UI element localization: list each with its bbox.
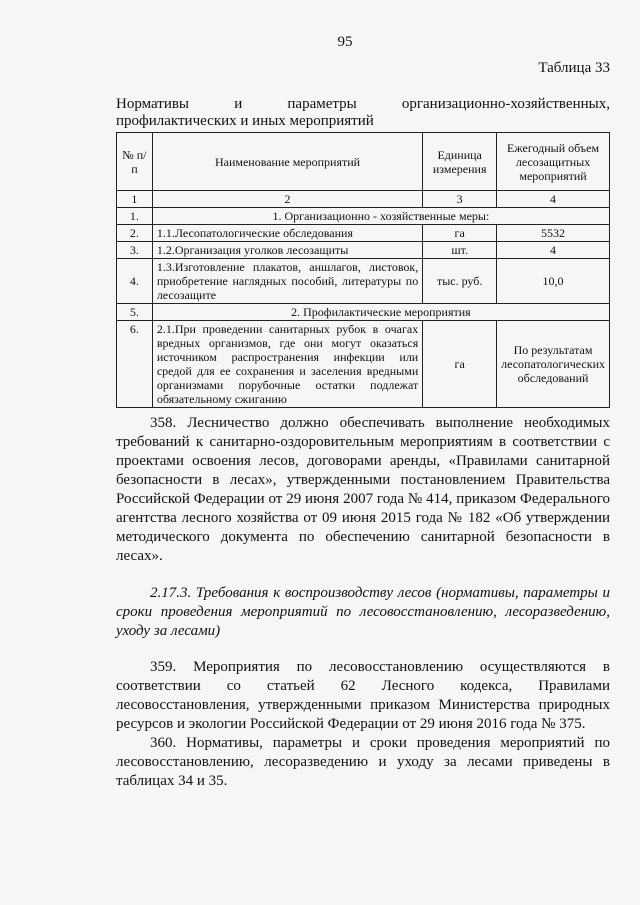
col-number: 3 — [423, 191, 497, 208]
row-value: 4 — [497, 242, 610, 259]
table-title-line2: профилактических и иных мероприятий — [116, 113, 374, 129]
paragraph-359: 359. Мероприятия по лесовосстановлению осуществляются в соответствии со статьей 62 Лесного кодекса, Правилами лесовосстановления, утвержденными приказом Министерства природных ресурсов и экологии Российской Федерации от 29 июня 2016 года № 375. — [116, 659, 610, 732]
table-title — [116, 96, 610, 130]
row-unit: шт. — [423, 242, 497, 259]
row-num: 1. — [117, 208, 153, 225]
row-num: 3. — [117, 242, 153, 259]
section-title: 2. Профилактические мероприятия — [152, 304, 609, 321]
header-volume: Ежегодный объем лесозащитных мероприятий — [497, 133, 610, 191]
table-row — [117, 225, 610, 242]
title-word: и — [234, 96, 243, 112]
table-row — [117, 321, 610, 408]
row-name: 1.2.Организация уголков лесозащиты — [152, 242, 422, 259]
table-row — [117, 208, 610, 225]
section-title: 1. Организационно - хозяйственные меры: — [152, 208, 609, 225]
header-unit: Единица измерения — [423, 133, 497, 191]
header-num: № п/п — [117, 133, 153, 191]
row-unit: тыс. руб. — [423, 259, 497, 304]
row-name: 2.1.При проведении санитарных рубок в очагах вредных организмов, где они могут оказаться источником распространения инфекции или средой для ее сохранения и заселения вредными организмами порубочные остатки подлежат обязательному сжиганию — [152, 321, 422, 408]
row-name: 1.3.Изготовление плакатов, аншлагов, листовок, приобретение наглядных пособий, литературы по лесозащите — [152, 259, 422, 304]
table-title-line1 — [116, 96, 610, 113]
row-num: 5. — [117, 304, 153, 321]
page-number: 95 — [337, 34, 353, 50]
row-name: 1.1.Лесопатологические обследования — [152, 225, 422, 242]
title-word: Нормативы — [116, 96, 190, 112]
section-heading-2-17-3: 2.17.3. Требования к воспроизводству лесов (нормативы, параметры и сроки проведения мероприятий по лесовосстановлению, лесоразведению, уходу за лесами) — [116, 585, 610, 639]
table-row — [117, 304, 610, 321]
norms-table — [116, 132, 610, 408]
row-value: 5532 — [497, 225, 610, 242]
col-number: 1 — [117, 191, 153, 208]
paragraph-358: 358. Лесничество должно обеспечивать выполнение необходимых требований к санитарно-оздоровительным мероприятиям в соответствии с проектами освоения лесов, договорами аренды, «Правилами санитарной безопасности в лесах», утвержденными постановлением Правительства Российской Федерации от 29 июня 2007 года № 414, приказом Федерального агентства лесного хозяйства от 09 июня 2015 года № 182 «Об утверждении методического документа по обеспечению санитарной безопасности в лесах». — [116, 415, 610, 564]
row-unit: га — [423, 225, 497, 242]
title-word: параметры — [287, 96, 357, 112]
header-name: Наименование мероприятий — [152, 133, 422, 191]
row-unit: га — [423, 321, 497, 408]
title-word: организационно-хозяйственных, — [401, 96, 610, 112]
row-value: 10,0 — [497, 259, 610, 304]
col-number: 4 — [497, 191, 610, 208]
col-number: 2 — [152, 191, 422, 208]
row-num: 4. — [117, 259, 153, 304]
paragraph-360: 360. Нормативы, параметры и сроки проведения мероприятий по лесовосстановлению, лесоразведению и уходу за лесами приведены в таблицах 34 и 35. — [116, 735, 610, 789]
row-value: По результатам лесопатологических обследований — [497, 321, 610, 408]
table-header-row — [117, 133, 610, 191]
column-number-row — [117, 191, 610, 208]
table-row — [117, 259, 610, 304]
row-num: 6. — [117, 321, 153, 408]
row-num: 2. — [117, 225, 153, 242]
table-row — [117, 242, 610, 259]
table-label: Таблица 33 — [538, 60, 610, 76]
